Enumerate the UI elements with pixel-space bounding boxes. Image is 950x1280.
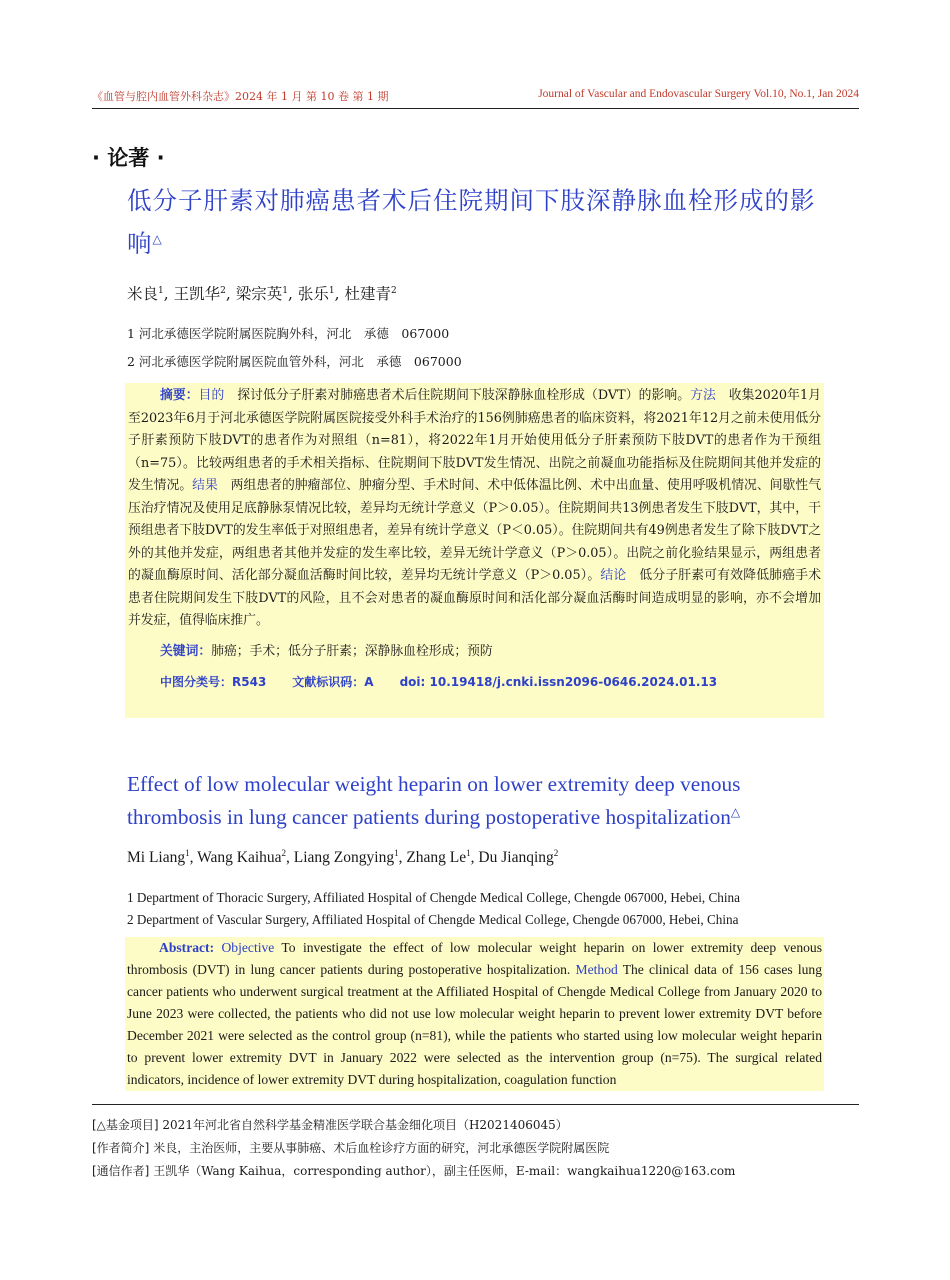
title-mark-zh: △ — [152, 232, 163, 246]
footnote-text: 2021年河北省自然科学基金精准医学联合基金细化项目（H2021406045） — [158, 1118, 568, 1132]
author-aff: 2 — [220, 285, 226, 296]
title-text-zh: 低分子肝素对肺癌患者术后住院期间下肢深静脉血栓形成的影响 — [127, 186, 816, 259]
abstract-body-zh — [128, 383, 821, 633]
author: 梁宗英 — [235, 285, 283, 303]
affiliation-zh: 2 河北承德医学院附属医院血管外科，河北 承德 067000 — [127, 354, 462, 369]
footnote-key: [作者简介] — [92, 1141, 150, 1155]
author-list-zh: 米良$^1$, 王凯华$^2$, 梁宗英$^1$, 张乐$^1$, 杜建青$^2$ — [127, 285, 397, 303]
method-label-en: Method — [575, 962, 618, 977]
objective-text-en: To investigate the effect of low molecular weight heparin on lower extremity deep venous thrombosis (DVT) in lung cancer patients during postoperative hospitalization. — [127, 940, 822, 977]
author: 杜建青 — [344, 285, 391, 303]
footnote-key: [△基金项目] — [92, 1118, 159, 1132]
title-mark-en: △ — [730, 805, 741, 819]
document-code: 文献标识码：A — [292, 675, 374, 689]
abstract-zh — [125, 383, 824, 718]
affiliation-zh: 1 河北承德医学院附属医院胸外科，河北 承德 067000 — [127, 326, 450, 341]
author: 米良 — [127, 285, 159, 303]
footnote-key: [通信作者] — [92, 1164, 150, 1178]
result-text: 两组患者的肿瘤部位、肿瘤分型、手术时间、术中低体温比例、术中出血量、使用呼吸机情况、间歇性气压治疗情况及使用足底静脉泵情况比较，差异均无统计学意义（P＞0.05）。住院期间共13例患者发生下肢DVT，其中，干预组患者下肢DVT的发生率低于对照组患者，差异有统计学意义（P＜0.05）。住院期间共有49例患者发生了除下肢DVT之外的其他并发症，两组患者其他并发症的发生率比较，差异无统计学意义（P＞0.05）。出院之前化验结果显示，两组患者的凝血酶原时间、活化部分凝血活酶时间比较，差异均无统计学意义（P＞0.05）。 — [128, 478, 822, 583]
author-list-en: Mi Liang$^1$, Wang Kaihua$^2$, Liang Zongying$^1$, Zhang Le$^1$, Du Jianqing$^2$ — [127, 848, 559, 867]
author-aff: 1 — [185, 848, 190, 858]
abstract-label: 摘要： — [160, 388, 199, 403]
author: Du Jianqing — [478, 849, 554, 867]
running-header — [92, 86, 859, 109]
journal-title-en: Journal of Vascular and Endovascular Surgery Vol.10, No.1, Jan 2024 — [538, 88, 859, 100]
affiliation-en: 2 Department of Vascular Surgery, Affiliated Hospital of Chengde Medical College, Chengde 067000, Hebei, China — [127, 912, 739, 927]
method-text-en: The clinical data of 156 cases lung cancer patients who underwent surgical treatment at the Affiliated Hospital of Chengde Medical College from January 2020 to June 2023 were collected, the patients who did not use low molecular weight heparin to prevent lower extremity DVT before December 2021 were selected as the control group (n=81), while the patients who started using low molecular weight heparin to prevent lower extremity DVT in January 2022 were selected as the intervention group (n=75). The surgical related indicators, incidence of lower extremity DVT during hospitalization, coagulation function — [127, 962, 823, 1087]
author: Wang Kaihua — [197, 849, 282, 867]
abstract-body-en — [127, 937, 822, 1091]
footnote-text: 王凯华（Wang Kaihua，corresponding author），副主任医师，E-mail：wangkaihua1220@163.com — [149, 1164, 736, 1178]
conclusion-label: 结论 — [600, 568, 627, 583]
author-aff: 1 — [158, 285, 164, 296]
author-aff: 1 — [394, 848, 399, 858]
footnote-funding — [92, 1116, 568, 1133]
footnote-corresponding — [92, 1162, 735, 1179]
affiliation-en: 1 Department of Thoracic Surgery, Affiliated Hospital of Chengde Medical College, Chengde 067000, Hebei, China — [127, 890, 740, 905]
author: 王凯华 — [173, 285, 221, 303]
classification-number: 中图分类号：R543 — [160, 675, 267, 689]
objective-label: 目的 — [198, 388, 225, 403]
author-aff: 1 — [466, 848, 471, 858]
title-text-en: Effect of low molecular weight heparin on lower extremity deep venous thrombosis in lung cancer patients during postoperative hospitalization — [127, 772, 741, 830]
objective-text: 探讨低分子肝素对肺癌患者术后住院期间下肢深静脉血栓形成（DVT）的影响。 — [224, 388, 691, 403]
result-label: 结果 — [192, 478, 218, 493]
footnote-author-bio — [92, 1139, 609, 1156]
footnote-divider — [92, 1104, 859, 1105]
author: 张乐 — [297, 285, 329, 303]
method-label: 方法 — [690, 388, 716, 403]
classification-line — [128, 671, 821, 694]
article-title-en — [127, 770, 832, 831]
author: Liang Zongying — [293, 849, 395, 867]
author-aff: 1 — [282, 285, 288, 296]
article-title-zh — [127, 182, 827, 263]
keywords-label: 关键词： — [160, 643, 212, 659]
method-text: 收集2020年1月至2023年6月于河北承德医学院附属医院接受外科手术治疗的156例肺癌患者的临床资料，将2021年12月之前未使用低分子肝素预防下肢DVT的患者作为对照组（n=81），将2022年1月开始使用低分子肝素预防下肢DVT的患者作为干预组（n=75）。比较两组患者的手术相关指标、住院期间下肢DVT发生情况、出院之前凝血功能指标及住院期间其他并发症的发生情况。 — [128, 388, 822, 493]
author: Mi Liang — [127, 849, 186, 867]
doi-link[interactable]: doi: 10.19418/j.cnki.issn2096-0646.2024.01.13 — [399, 675, 718, 689]
section-label: · 论著 · — [92, 146, 165, 170]
objective-label-en: Objective — [221, 940, 275, 955]
author: Zhang Le — [406, 849, 467, 867]
abstract-label-en: Abstract: — [159, 940, 215, 955]
author-aff: 2 — [553, 848, 559, 858]
abstract-en — [125, 937, 824, 1091]
author-aff: 2 — [390, 285, 397, 296]
journal-title-zh: 《血管与腔内血管外科杂志》2024 年 1 月 第 10 卷 第 1 期 — [92, 90, 389, 103]
author-aff: 2 — [281, 848, 287, 858]
keywords-zh — [128, 641, 821, 664]
author-aff: 1 — [328, 285, 335, 296]
conclusion-text: 低分子肝素可有效降低肺癌手术患者住院期间发生下肢DVT的风险，且不会对患者的凝血酶原时间和活化部分凝血活酶时间造成明显的影响，亦不会增加并发症，值得临床推广。 — [128, 568, 821, 628]
footnote-text: 米良，主治医师，主要从事肺癌、术后血栓诊疗方面的研究，河北承德医学院附属医院 — [149, 1141, 610, 1155]
keywords-text: 肺癌；手术；低分子肝素；深静脉血栓形成；预防 — [211, 643, 493, 659]
